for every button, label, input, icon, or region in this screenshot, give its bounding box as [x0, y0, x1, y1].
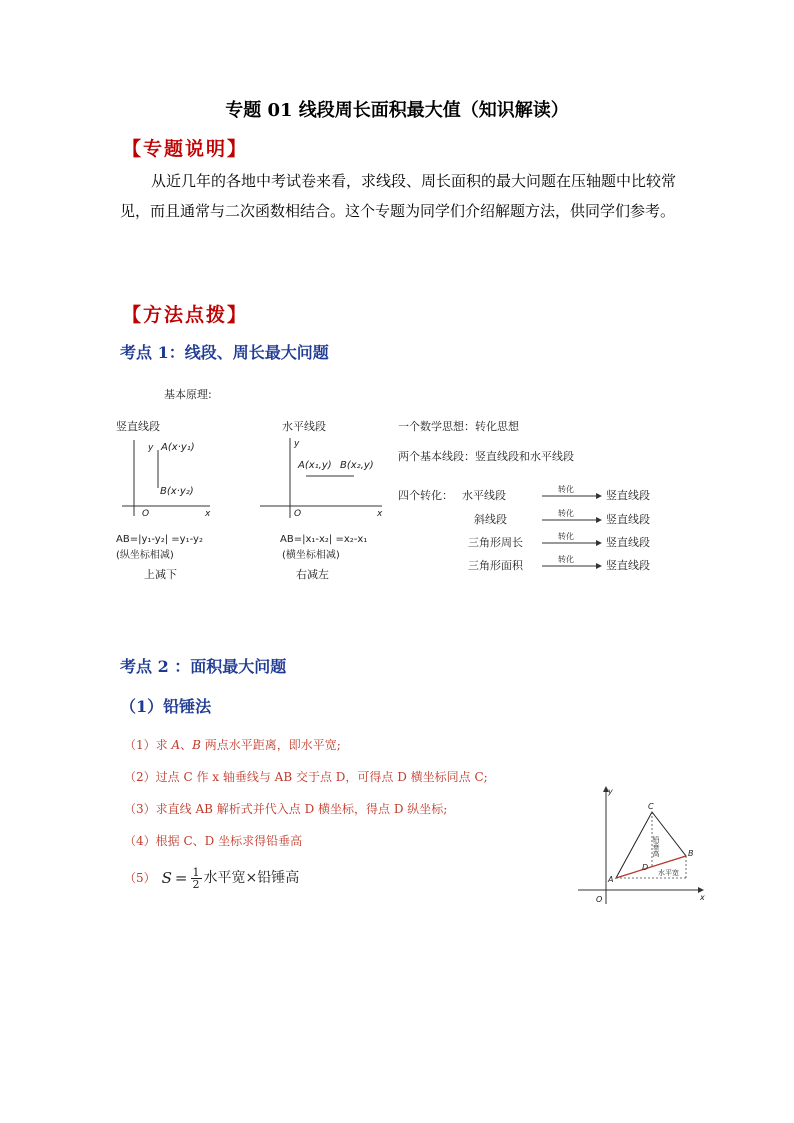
step-number: （3） — [124, 802, 156, 816]
horizontal-point-b: B(x₂,y) — [340, 460, 374, 471]
transform-arrowhead — [596, 540, 602, 546]
horizontal-formula: AB=|x₁-x₂| =x₂-x₁ — [280, 534, 368, 545]
fig2-origin: O — [596, 895, 603, 904]
transform-row — [474, 508, 650, 526]
vertical-point-a: A(x·y₁) — [161, 442, 195, 453]
kaodian-2-heading: 考点 2 ：面积最大问题 — [120, 657, 287, 676]
step-text: 、 — [180, 738, 193, 752]
formula-s: S — [161, 869, 172, 887]
formula-equals: = — [174, 869, 188, 887]
section-heading-description: 【专题说明】 — [122, 138, 249, 160]
transform-row — [468, 554, 650, 572]
step-number: （2） — [124, 770, 156, 784]
transform-arrow-label: 转化 — [558, 532, 574, 541]
vertical-formula: AB=|y₁-y₂| =y₁-y₂ — [116, 534, 203, 545]
fig2-point-c: C — [648, 802, 654, 811]
math-idea-text: 一个数学思想：转化思想 — [398, 420, 519, 433]
transform-row — [468, 531, 650, 549]
vertical-segment-title: 竖直线段 — [116, 420, 160, 433]
four-transforms-label: 四个转化： — [398, 489, 453, 502]
intro-paragraph: 从近几年的各地中考试卷来看，求线段、周长面积的最大问题在压轴题中比较常见，而且通常与二次函数相结合。这个专题为同学们介绍解题方法，供同学们参考。 — [120, 172, 677, 220]
step-text: 根据 C、D 坐标求得铅垂高 — [155, 834, 303, 848]
transform-from: 水平线段 — [462, 489, 506, 502]
transform-arrow-label: 转化 — [558, 555, 574, 564]
fig2-point-b: B — [688, 849, 694, 858]
step-text: 过点 C 作 x 轴垂线与 AB 交于点 D，可得点 D 横坐标同点 C; — [155, 770, 488, 784]
section-heading-method: 【方法点拨】 — [122, 304, 249, 326]
vertical-note: (纵坐标相减) — [116, 550, 174, 561]
horizontal-point-a: A(x₁,y) — [298, 460, 332, 471]
fig2-horizontal-label: 水平宽 — [658, 869, 679, 877]
fig2-vertical-label: 铅垂高 — [652, 836, 660, 857]
step-item — [124, 862, 584, 894]
vertical-point-b: B(x·y₂) — [160, 486, 194, 497]
step-item — [124, 734, 584, 766]
transform-arrow-label: 转化 — [558, 485, 574, 494]
segment-principle-figure — [112, 378, 682, 588]
two-segments-text: 两个基本线段：竖直线段和水平线段 — [398, 450, 574, 463]
vertical-graph-origin: O — [142, 509, 150, 519]
step-number: （5） — [124, 871, 156, 885]
transform-to: 竖直线段 — [606, 536, 650, 549]
step-text: 两点水平距离，即水平宽; — [200, 738, 341, 752]
fig2-point-d: D — [642, 863, 649, 872]
vertical-graph-x-label: x — [205, 509, 211, 519]
step-var: B — [192, 738, 201, 752]
horizontal-segment-title: 水平线段 — [282, 420, 326, 433]
transform-arrowhead — [596, 493, 602, 499]
fig2-x-label: x — [700, 893, 705, 902]
vertical-rule: 上减下 — [144, 568, 177, 581]
horizontal-graph-origin: O — [294, 509, 302, 519]
transform-row — [462, 484, 650, 502]
method-heading-plumb: （1）铅锤法 — [120, 697, 212, 716]
basic-principle-label: 基本原理: — [164, 388, 212, 401]
transform-from: 三角形面积 — [468, 559, 523, 572]
step-item — [124, 766, 584, 798]
vertical-graph-y-label: y — [148, 443, 154, 453]
fig2-point-a: A — [608, 875, 614, 884]
step-number: （4） — [124, 834, 156, 848]
kaodian-1-heading: 考点 1：线段、周长最大问题 — [120, 343, 329, 362]
transform-arrowhead — [596, 517, 602, 523]
formula-text: 水平宽×铅锤高 — [203, 870, 300, 886]
transform-to: 竖直线段 — [606, 559, 650, 572]
step-text: 求直线 AB 解析式并代入点 D 横坐标，得点 D 纵坐标; — [155, 802, 448, 816]
horizontal-rule: 右减左 — [296, 568, 329, 581]
horizontal-graph-y-label: y — [294, 439, 300, 449]
transform-from: 三角形周长 — [468, 536, 523, 549]
transform-arrowhead — [596, 563, 602, 569]
fig2-y-label: y — [608, 787, 613, 796]
horizontal-graph-x-label: x — [377, 509, 383, 519]
fraction-denominator: 2 — [192, 877, 200, 891]
fraction-numerator: 1 — [192, 865, 200, 879]
page-title: 专题 01 线段周长面积最大值（知识解读） — [225, 100, 569, 121]
plumb-method-figure — [576, 784, 706, 908]
formula-fraction — [191, 867, 202, 890]
transform-to: 竖直线段 — [606, 489, 650, 502]
horizontal-note: (横坐标相减) — [282, 550, 340, 561]
transform-to: 竖直线段 — [606, 513, 650, 526]
step-number: （1） — [124, 738, 156, 752]
step-text: 求 — [155, 738, 172, 752]
transform-from: 斜线段 — [474, 513, 507, 526]
step-var: A — [171, 738, 181, 752]
transform-arrow-label: 转化 — [558, 509, 574, 518]
step-item — [124, 798, 584, 830]
steps-list — [124, 734, 584, 894]
step-item — [124, 830, 584, 862]
